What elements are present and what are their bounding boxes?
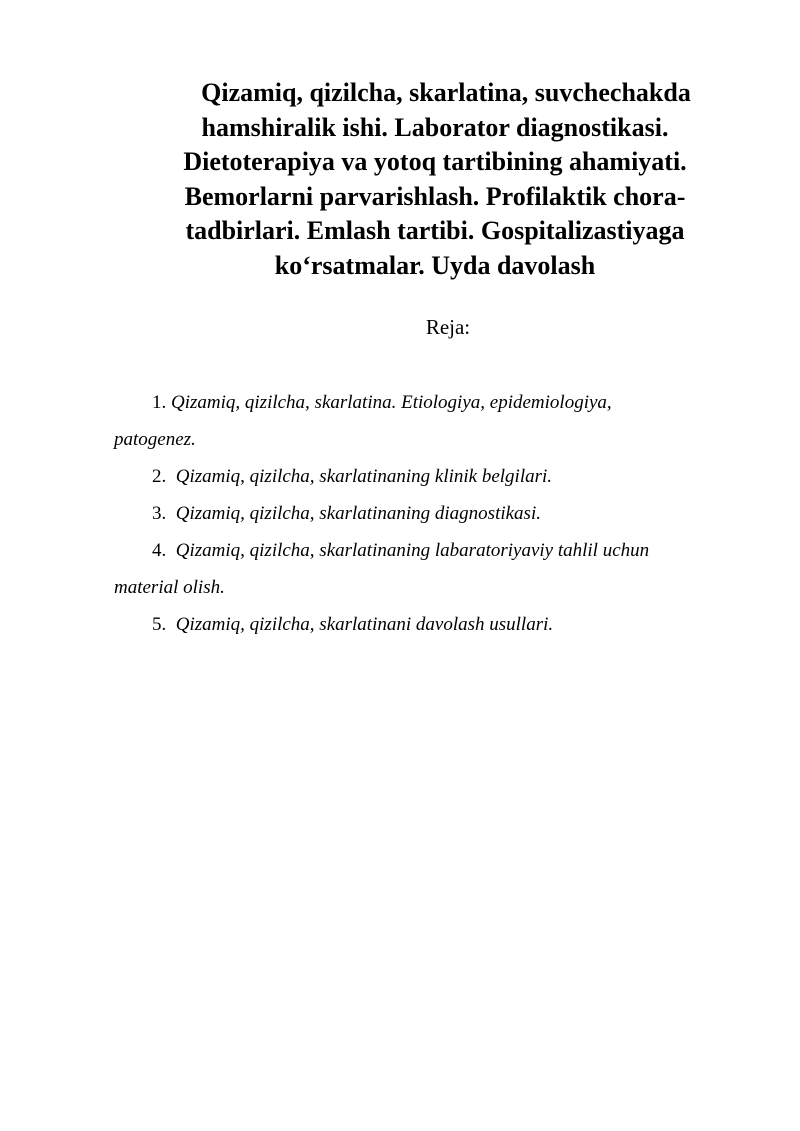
title-line: ko‘rsatmalar. Uyda davolash xyxy=(274,250,596,280)
plan-item-text: material olish. xyxy=(114,577,225,598)
plan-item-text: Qizamiq, qizilcha, skarlatinaning diagnostikasi. xyxy=(175,503,541,524)
title-line: Dietoterapiya va yotoq tartibining ahamiyati. xyxy=(183,147,687,176)
plan-item-continuation xyxy=(114,421,734,458)
plan-item-number: 1. xyxy=(152,392,167,413)
plan-item-continuation xyxy=(114,569,734,606)
plan-item xyxy=(114,495,734,532)
title-line: tadbirlari. Emlash tartibi. Gospitalizastiyaga xyxy=(185,216,685,245)
plan-item xyxy=(114,458,734,495)
plan-item xyxy=(114,532,734,569)
plan-item-text: Qizamiq, qizilcha, skarlatina. Etiologiya, epidemiologiya, xyxy=(171,392,612,413)
plan-item xyxy=(114,606,734,643)
document-title xyxy=(130,76,740,283)
plan-item-text: Qizamiq, qizilcha, skarlatinani davolash usullari. xyxy=(175,614,554,635)
title-line: Qizamiq, qizilcha, skarlatina, suvchechakda xyxy=(201,78,691,107)
plan-item-number: 3. xyxy=(152,503,167,524)
plan-item-text: Qizamiq, qizilcha, skarlatinaning labaratoriyaviy tahlil uchun xyxy=(175,540,650,561)
title-line: Bemorlarni parvarishlash. Profilaktik chora- xyxy=(184,181,686,211)
plan-item-number: 2. xyxy=(152,466,167,487)
plan-item-text: patogenez. xyxy=(114,429,196,450)
plan-item xyxy=(114,384,734,421)
plan-heading: Reja: xyxy=(425,315,471,339)
plan-list xyxy=(114,384,734,643)
plan-item-number: 5. xyxy=(152,614,167,635)
plan-item-text: Qizamiq, qizilcha, skarlatinaning klinik belgilari. xyxy=(175,466,553,487)
title-line: hamshiralik ishi. Laborator diagnostikasi. xyxy=(201,112,669,142)
plan-item-number: 4. xyxy=(152,540,167,561)
